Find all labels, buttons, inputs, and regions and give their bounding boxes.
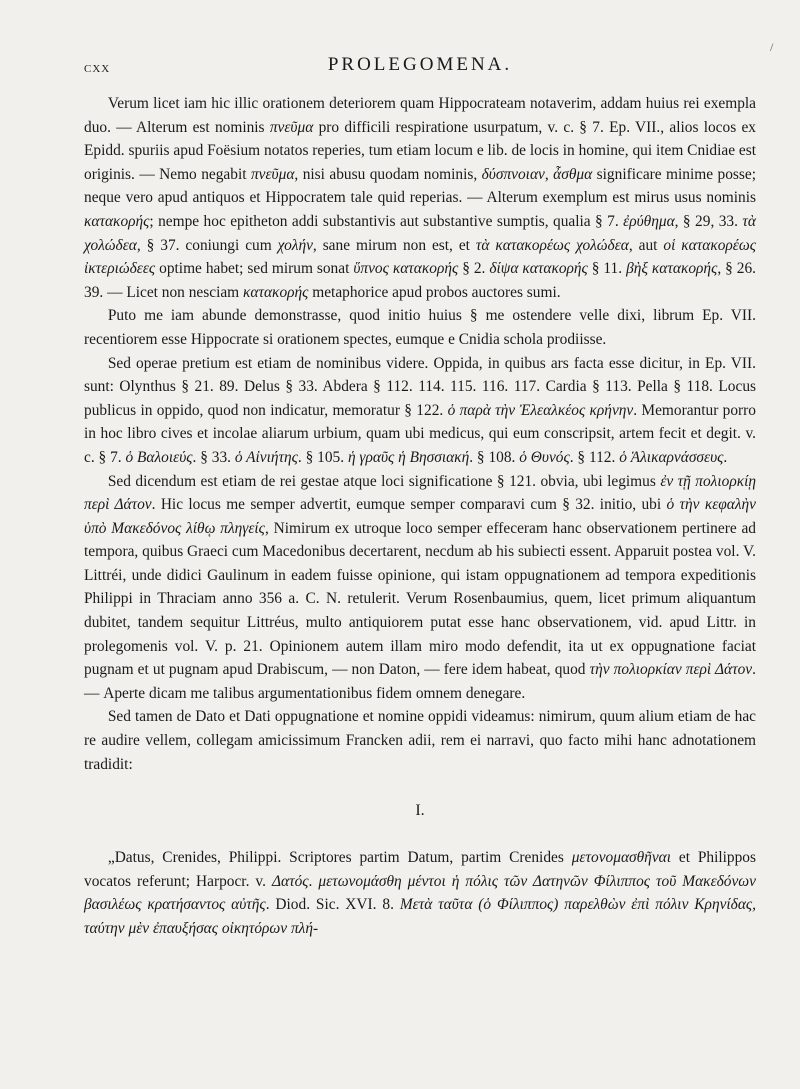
latin-text: , Nimirum ex utroque loco semper effeceram hanc observationem pertinere ad tempora, quibus Graeci cum Macedonibus decertarent, necdum ab his subiecti essent. Apparuit postea vol. V. Littréi, unde didici Gaulinum in eadem fuisse opinione, qui istam oppugnationem ad tempora expeditionis Philippi in Thraciam anno 356 a. C. N. retulerit. Verum Rosenbaumius, quem, licet primum aliquantum dubitet, tandem sequitur Littréus, multo antiquiorem putat esse hanc observationem, vid. apud Littr. in prolegomenis vol. V. p. 21. Opinionem autem illam miro modo defendit, ita ut ex oppugnatione faciat pugnam et ut pugnam apud Drabiscum, — non Daton, — fere idem habeat, quod	[84, 519, 756, 679]
latin-text: significare minime posse; neque vero apud antiquos et Hippocratem tale quid reperias. — Alterum exemplum est mirus usus nominis	[84, 165, 756, 207]
greek-text: κατακορής	[84, 212, 150, 230]
greek-text: ὁ Αἰνιήτης	[234, 448, 298, 466]
latin-text: Verum licet iam hic illic orationem deteriorem quam Hippocrateam notaverim, addam huius rei exempla duo. — Alterum est nominis	[84, 95, 756, 136]
latin-text: , sane mirum non est, et	[312, 236, 476, 254]
latin-text: . Hic locus me semper advertit, eumque semper comparavi cum § 32. initio, ubi	[151, 496, 667, 514]
paragraph	[84, 705, 756, 776]
greek-text: ὁ Ἁλικαρνάσσευς	[619, 448, 724, 466]
greek-text: τὴν πολιορκίαν περὶ Δάτον	[589, 661, 753, 679]
latin-text: metaphorice apud probos auctores sumi.	[308, 283, 561, 301]
latin-text: . § 108.	[469, 448, 520, 466]
latin-text: Puto me iam abunde demonstrasse, quod initio huius § me ostendere velle dixi, librum Ep. VII. recentiorem esse Hippocrate si orationem spectes, eumque e Cnidia schola prodiisse.	[84, 307, 756, 348]
greek-text: ὕπνος κατακορής	[353, 260, 459, 278]
latin-text: et Philippos vocatos referunt; Harpocr. v.	[84, 849, 756, 890]
greek-text: ὁ παρὰ τὴν Ἐλεαλκέος κρήνην	[447, 401, 634, 419]
latin-text: .	[723, 448, 728, 466]
page-number: cxx	[84, 60, 111, 76]
greek-text: ἡ γραῦς ἡ Βησσιακή	[347, 448, 470, 466]
body-text	[84, 92, 756, 776]
latin-text: . Diod. Sic. XVI. 8.	[265, 896, 400, 914]
paragraph	[84, 92, 756, 304]
latin-text: optime habet; sed mirum sonat	[155, 260, 354, 278]
latin-text: ,	[544, 165, 554, 183]
greek-text: πνεῦμα	[269, 118, 314, 136]
greek-text: χολήν	[277, 236, 313, 254]
latin-text: § 11.	[587, 260, 627, 278]
greek-text: πνεῦμα	[250, 165, 295, 183]
greek-text: οἱ κατακορέως ἰκτεριώδεες	[84, 236, 756, 278]
section-number: I.	[415, 802, 425, 820]
greek-text: ἐρύθημα	[623, 212, 675, 230]
latin-text: . § 33.	[192, 448, 235, 466]
greek-text: Μετὰ ταῦτα (ὁ Φίλιππος) παρελθὼν ἐπὶ πόλιν Κρηνίδας, ταύτην μὲν ἐπαυξήσας οἰκητόρων πλή-	[84, 896, 757, 937]
greek-text: ὁ τὴν κεφαλὴν ὑπὸ Μακεδόνος λίθῳ πληγείς	[84, 496, 756, 537]
greek-text: δίψα κατακορής	[489, 260, 588, 278]
latin-text: „Datus, Crenides, Philippi. Scriptores partim Datum, partim Crenides	[107, 849, 572, 867]
latin-text: , nisi abusu quodam nominis,	[294, 165, 482, 183]
quote-paragraph	[84, 846, 756, 940]
latin-text: ; nempe hoc epitheton addi substantivis aut substantive sumptis, qualia § 7.	[149, 212, 624, 230]
paragraph	[84, 352, 756, 470]
latin-text: pro difficili respiratione usurpatum, v. c. § 7. Ep. VII., alios locos ex Epidd. spuriis apud Foësium notatos reperies, tum etiam locum e lib. de locis in homine, qui item Cnidiae est originis. — Nemo negabit	[84, 118, 756, 183]
paragraph	[84, 304, 756, 351]
greek-text: ὁ Βαλοιεύς	[125, 448, 193, 466]
quoted-annotation	[84, 846, 756, 940]
latin-text: Sed operae pretium est etiam de nominibus videre. Oppida, in quibus ars facta esse dicitur, in Ep. VII. sunt: Olynthus § 21. 89. Delus § 33. Abdera § 112. 114. 115. 116. 117. Cardia § 113. Pella § 118. Locus publicus in oppido, quod non indicatur, memoratur § 122.	[84, 354, 756, 419]
greek-text: τὰ κατακορέως χολώδεα	[475, 236, 629, 254]
greek-text: μετονομασθῆναι	[571, 849, 671, 867]
greek-text: δύσπνοιαν	[481, 165, 545, 183]
greek-text: Δατός	[271, 872, 309, 890]
latin-text: , aut	[628, 236, 664, 254]
latin-text: . — Aperte dicam me talibus argumentationibus fidem omnem denegare.	[84, 661, 757, 702]
greek-text: κατακορής	[243, 283, 309, 301]
greek-text: ἐν τῇ πολιορκίῃ περὶ Δάτον	[84, 472, 757, 514]
latin-text: . Memorantur porro in hoc libro cives et incolae aliarum urbium, quam ubi medicus, qui eum conscripsit, artem fecit et degit. v. c. § 7.	[84, 401, 757, 466]
greek-text: ὁ Θυνός	[519, 448, 570, 466]
paragraph	[84, 470, 756, 706]
latin-text: , § 26. 39. — Licet non nesciam	[84, 260, 757, 301]
greek-text: ἆσθμα	[553, 165, 593, 183]
greek-text: τὰ χολώδεα	[84, 212, 756, 254]
latin-text: Sed dicendum est etiam de rei gestae atque loci significatione § 121. obvia, ubi legimus	[107, 472, 661, 490]
latin-text: .	[308, 872, 319, 890]
margin-mark: /	[770, 40, 774, 54]
latin-text: Sed tamen de Dato et Dati oppugnatione et nomine oppidi videamus: nimirum, quum alium etiam de hac re audire vellem, collegam amicissimum Francken adii, rem ei narravi, quo facto mihi hanc adnotationem tradidit:	[84, 708, 756, 773]
running-head	[84, 54, 756, 82]
latin-text: , § 29, 33.	[674, 212, 743, 230]
latin-text: . § 112.	[569, 448, 620, 466]
latin-text: . § 105.	[297, 448, 348, 466]
latin-text: § 2.	[458, 260, 490, 278]
greek-text: βὴξ κατακορής	[626, 260, 718, 278]
greek-text: μετωνομάσθη μέντοι ἡ πόλις τῶν Δατηνῶν Φίλιππος τοῦ Μακεδόνων βασιλέως κρατήσαντος αὐτῆς	[84, 872, 757, 914]
latin-text: , § 37. coniungi cum	[136, 236, 278, 254]
running-title: PROLEGOMENA.	[327, 54, 513, 75]
